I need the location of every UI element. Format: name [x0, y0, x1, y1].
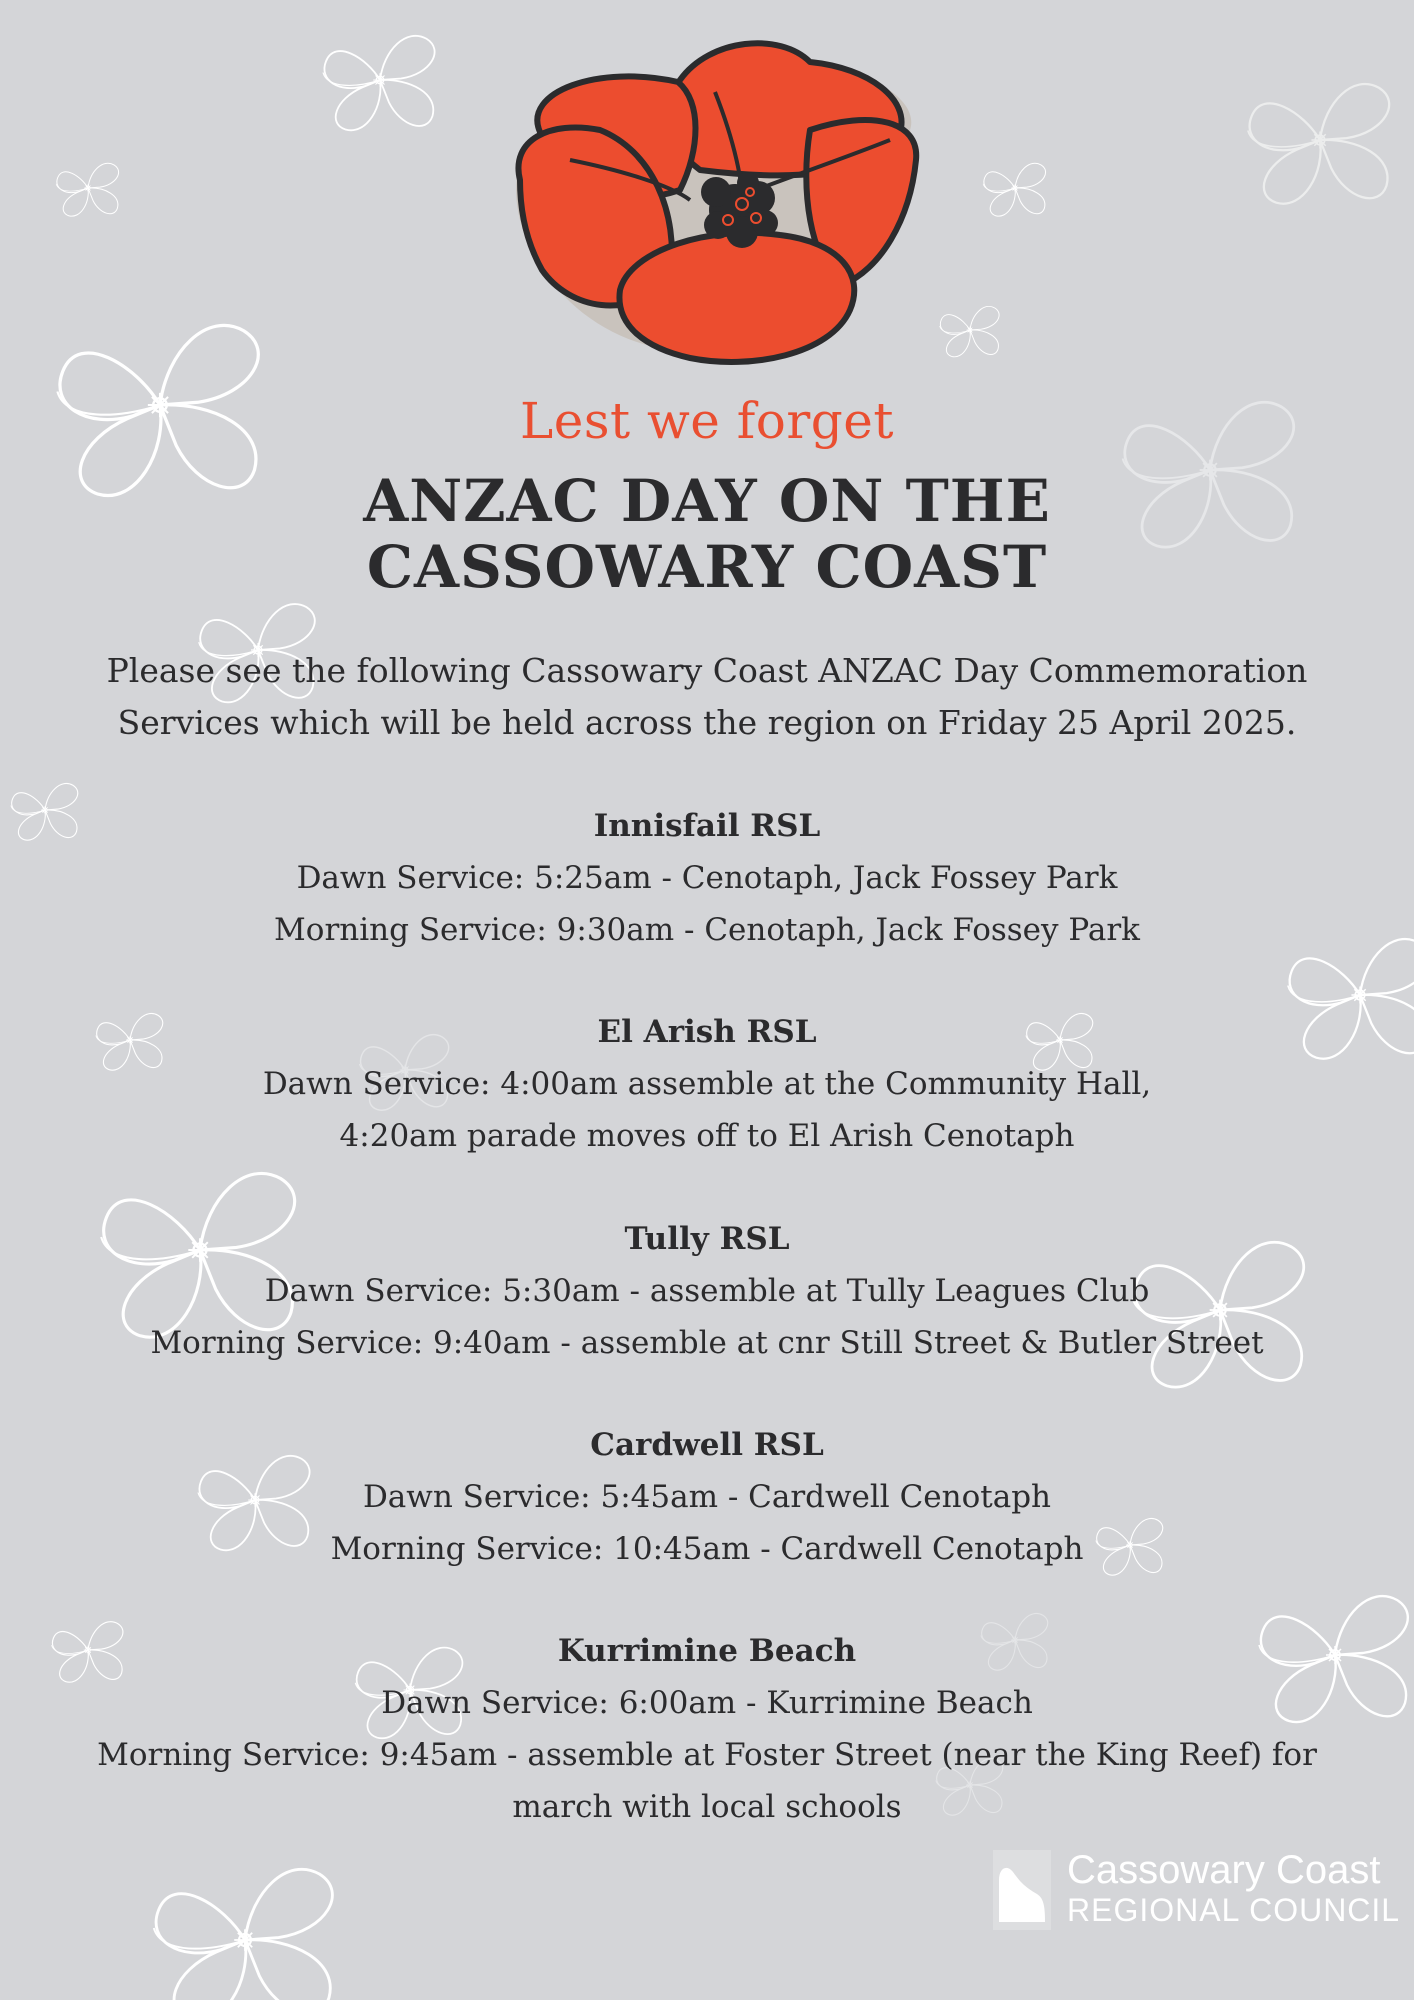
page-title: [0, 468, 1414, 600]
outlined-poppy-icon: [983, 163, 1045, 216]
title-line-2: CASSOWARY COAST: [366, 533, 1048, 601]
outlined-poppy-icon: [56, 163, 118, 216]
council-logo: [993, 1848, 1401, 1932]
intro-paragraph: [100, 645, 1314, 749]
service-line: Morning Service: 10:45am - Cardwell Cenotaph: [330, 1531, 1084, 1567]
title-line-1: ANZAC DAY ON THE: [363, 467, 1051, 535]
council-logo-icon: [993, 1850, 1051, 1930]
outlined-poppy-icon: [154, 1869, 333, 2000]
red-poppy-icon: [480, 20, 940, 380]
logo-line-2: REGIONAL COUNCIL: [1067, 1892, 1401, 1928]
service-line: Dawn Service: 5:25am - Cenotaph, Jack Fossey Park: [296, 860, 1118, 896]
tagline: Lest we forget: [520, 392, 894, 450]
service-section-cardwell: [60, 1419, 1354, 1575]
service-name: Cardwell RSL: [590, 1427, 824, 1463]
logo-line-1: Cassowary Coast: [1067, 1848, 1381, 1892]
service-line: Dawn Service: 5:30am - assemble at Tully Leagues Club: [264, 1273, 1150, 1309]
outlined-poppy-icon: [323, 36, 435, 130]
service-line: march with local schools: [512, 1789, 902, 1825]
service-name: Kurrimine Beach: [557, 1633, 857, 1669]
service-name: Innisfail RSL: [593, 808, 821, 844]
service-line: Dawn Service: 6:00am - Kurrimine Beach: [381, 1685, 1033, 1721]
service-line: Morning Service: 9:30am - Cenotaph, Jack Fossey Park: [274, 912, 1140, 948]
intro-line-2: Services which will be held across the region on Friday 25 April 2025.: [117, 703, 1297, 742]
service-section-kurrimine-beach: [60, 1625, 1354, 1833]
service-section-tully: [60, 1213, 1354, 1369]
service-line: Dawn Service: 5:45am - Cardwell Cenotaph: [362, 1479, 1052, 1515]
service-name: Tully RSL: [624, 1221, 790, 1257]
outlined-poppy-icon: [940, 306, 1000, 356]
service-section-innisfail: [60, 800, 1354, 956]
service-name: El Arish RSL: [597, 1014, 817, 1050]
service-section-el-arish: [60, 1006, 1354, 1162]
service-line: Morning Service: 9:40am - assemble at cnr Still Street & Butler Street: [150, 1325, 1264, 1361]
service-line: 4:20am parade moves off to El Arish Cenotaph: [339, 1118, 1075, 1154]
outlined-poppy-icon: [1248, 84, 1389, 204]
service-line: Morning Service: 9:45am - assemble at Foster Street (near the King Reef) for: [97, 1737, 1317, 1773]
service-line: Dawn Service: 4:00am assemble at the Community Hall,: [262, 1066, 1152, 1102]
intro-line-1: Please see the following Cassowary Coast ANZAC Day Commemoration: [106, 651, 1308, 690]
